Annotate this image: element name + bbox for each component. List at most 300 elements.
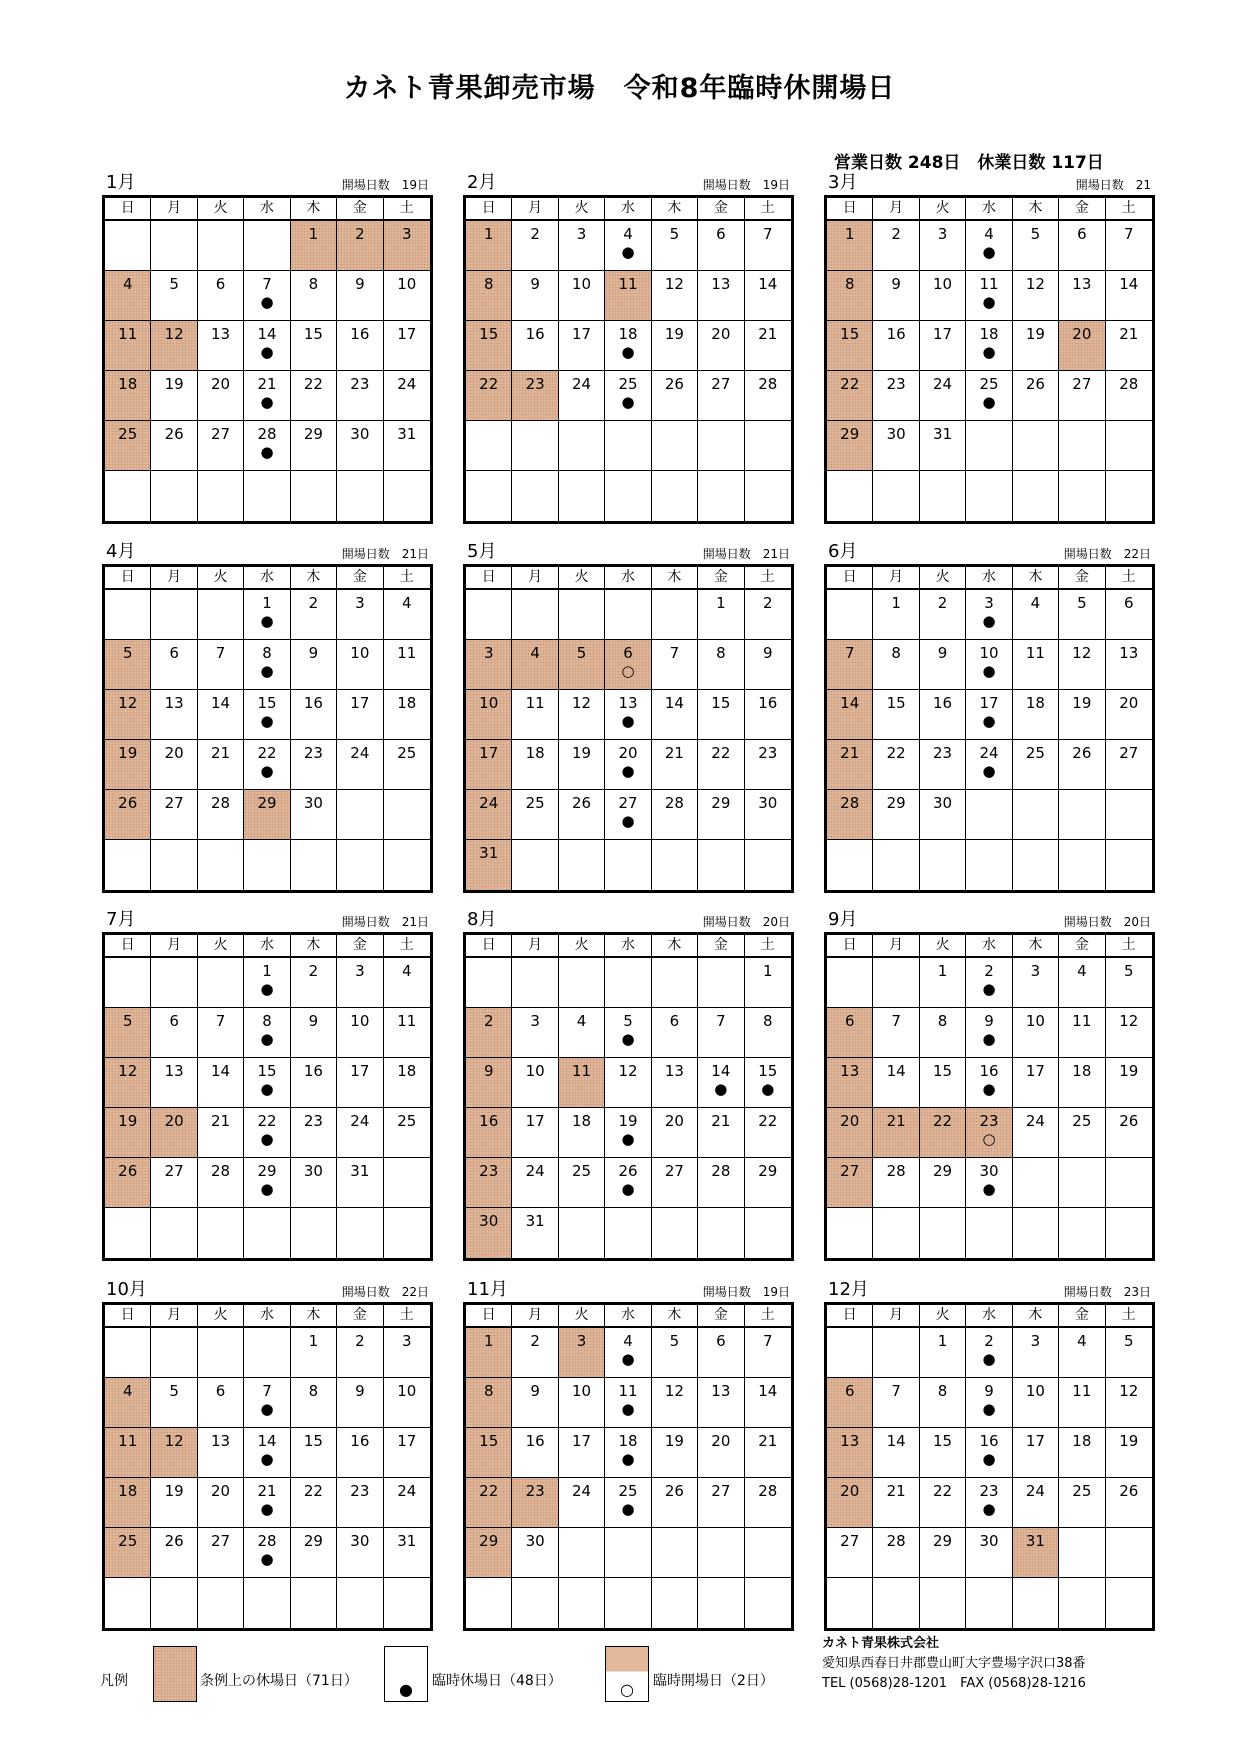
day-cell	[291, 1478, 337, 1528]
empty-day-cell	[827, 590, 873, 640]
empty-mark	[151, 1131, 196, 1149]
day-number: 17	[1025, 1062, 1045, 1080]
day-number: 24	[979, 744, 999, 762]
day-number: 18	[397, 1062, 417, 1080]
day-number: 3	[1030, 1332, 1041, 1350]
empty-day-cell	[198, 471, 244, 521]
day-number: 8	[937, 1382, 948, 1400]
day-number: 23	[350, 1482, 370, 1500]
weekday-header: 水	[244, 935, 290, 958]
empty-mark	[827, 1501, 872, 1519]
empty-mark	[745, 1401, 791, 1419]
day-cell	[652, 1478, 698, 1528]
day-number: 7	[262, 1382, 272, 1400]
empty-day-cell	[1106, 471, 1152, 521]
month-name: 6月	[828, 541, 858, 562]
opened-mark-icon: ○	[620, 1680, 634, 1699]
day-cell	[291, 740, 337, 790]
day-number: 30	[350, 1532, 370, 1550]
day-cell	[244, 1528, 290, 1578]
day-number: 4	[402, 594, 412, 612]
day-cell	[827, 421, 873, 471]
day-cell	[512, 790, 558, 840]
empty-day-cell	[244, 1578, 290, 1628]
day-cell	[512, 321, 558, 371]
weekday-header: 水	[605, 935, 651, 958]
day-number: 22	[303, 375, 323, 393]
empty-mark	[698, 394, 743, 412]
day-number: 12	[1072, 644, 1092, 662]
day-number: 27	[711, 1482, 731, 1500]
day-cell	[827, 1378, 873, 1428]
day-number: 20	[211, 375, 231, 393]
empty-mark	[1106, 244, 1152, 262]
day-cell	[1106, 640, 1152, 690]
month-header	[463, 541, 794, 564]
day-cell	[1106, 1328, 1152, 1378]
day-number: 19	[572, 744, 592, 762]
day-number: 27	[711, 375, 731, 393]
day-cell	[652, 371, 698, 421]
day-number: 17	[397, 325, 417, 343]
empty-day-cell	[512, 471, 558, 521]
weekday-header: 日	[466, 935, 512, 958]
empty-day-cell	[652, 471, 698, 521]
day-cell	[966, 640, 1012, 690]
weekday-header: 日	[466, 1305, 512, 1328]
empty-day-cell	[151, 1578, 197, 1628]
empty-mark	[466, 1231, 511, 1249]
day-cell	[827, 1158, 873, 1208]
closed-mark-icon: ●	[260, 712, 274, 730]
closed-mark-icon: ●	[621, 393, 635, 411]
day-cell	[512, 1058, 558, 1108]
month-calendar	[102, 541, 433, 893]
empty-mark	[512, 394, 557, 412]
day-number: 14	[886, 1432, 906, 1450]
empty-day-cell	[337, 840, 383, 890]
day-number: 21	[711, 1112, 731, 1130]
day-cell	[920, 371, 966, 421]
open-days-count: 開場日数 20日	[1063, 915, 1151, 929]
day-number: 10	[572, 1382, 592, 1400]
day-number: 13	[1119, 644, 1139, 662]
empty-mark	[291, 763, 336, 781]
legend-label: 凡例	[100, 1673, 128, 1689]
weekday-header: 木	[652, 935, 698, 958]
day-cell	[559, 271, 605, 321]
empty-day-cell	[605, 421, 651, 471]
day-number: 17	[572, 1432, 592, 1450]
day-cell	[652, 1428, 698, 1478]
day-number: 6	[844, 1012, 855, 1030]
closed-mark-icon: ●	[621, 1180, 635, 1198]
weekday-header: 日	[105, 567, 151, 590]
day-number: 17	[1025, 1432, 1045, 1450]
day-number: 19	[618, 1112, 638, 1130]
day-number: 17	[350, 694, 370, 712]
empty-mark	[873, 613, 918, 631]
closed-mark-icon: ●	[982, 1030, 996, 1048]
empty-mark	[827, 1081, 872, 1099]
weekday-header: 月	[512, 935, 558, 958]
day-cell	[105, 790, 151, 840]
day-cell	[244, 1108, 290, 1158]
empty-day-cell	[873, 1208, 919, 1258]
closed-mark-icon: ●	[982, 762, 996, 780]
day-number: 23	[303, 1112, 323, 1130]
day-cell	[291, 421, 337, 471]
day-cell	[151, 1478, 197, 1528]
day-number: 4	[623, 225, 633, 243]
empty-day-cell	[698, 1528, 744, 1578]
day-cell	[198, 271, 244, 321]
day-cell	[384, 1108, 430, 1158]
empty-mark	[291, 663, 336, 681]
day-number: 11	[525, 694, 545, 712]
month-grid	[824, 195, 1155, 524]
day-cell	[466, 1378, 512, 1428]
empty-mark	[827, 294, 872, 312]
day-cell	[920, 1478, 966, 1528]
month-grid	[463, 932, 794, 1261]
day-cell	[105, 321, 151, 371]
day-number: 30	[525, 1532, 545, 1550]
day-number: 5	[1030, 225, 1041, 243]
day-cell	[384, 1058, 430, 1108]
day-number: 30	[758, 794, 778, 812]
day-cell	[966, 321, 1012, 371]
day-number: 13	[840, 1432, 860, 1450]
month-header	[463, 909, 794, 932]
day-cell	[920, 221, 966, 271]
weekday-header: 火	[559, 567, 605, 590]
empty-day-cell	[1013, 471, 1059, 521]
day-cell	[337, 740, 383, 790]
weekday-header: 土	[384, 1305, 430, 1328]
day-number: 25	[397, 744, 417, 762]
day-number: 13	[211, 1432, 231, 1450]
day-number: 6	[169, 1012, 179, 1030]
day-cell	[605, 1478, 651, 1528]
day-cell	[652, 1008, 698, 1058]
empty-day-cell	[966, 1578, 1012, 1628]
empty-mark	[198, 813, 243, 831]
empty-mark	[559, 1181, 604, 1199]
day-cell	[827, 740, 873, 790]
day-cell	[244, 271, 290, 321]
day-cell	[151, 690, 197, 740]
day-number: 3	[355, 962, 365, 980]
weekday-header: 水	[244, 1305, 290, 1328]
day-cell	[151, 1158, 197, 1208]
day-cell	[105, 371, 151, 421]
month-header	[102, 172, 433, 195]
empty-day-cell	[384, 1208, 430, 1258]
empty-mark	[652, 1451, 697, 1469]
day-number: 12	[164, 325, 184, 343]
day-cell	[652, 690, 698, 740]
day-number: 10	[479, 694, 499, 712]
day-number: 18	[397, 694, 417, 712]
day-cell	[745, 690, 791, 740]
empty-mark	[151, 444, 196, 462]
empty-mark	[291, 1401, 336, 1419]
empty-day-cell	[559, 1578, 605, 1628]
empty-mark	[291, 813, 336, 831]
day-cell	[151, 421, 197, 471]
open-days-count: 開場日数 19日	[341, 178, 429, 192]
day-number: 7	[262, 275, 272, 293]
day-number: 15	[479, 325, 499, 343]
month-calendar	[463, 541, 794, 893]
day-cell	[1106, 1478, 1152, 1528]
day-cell	[337, 321, 383, 371]
day-number: 20	[711, 325, 731, 343]
weekday-header: 木	[291, 1305, 337, 1328]
empty-day-cell	[1013, 1158, 1059, 1208]
legend-holiday-text: 条例上の休場日（71日）	[200, 1673, 358, 1689]
empty-mark	[512, 713, 557, 731]
day-number: 13	[164, 1062, 184, 1080]
empty-day-cell	[966, 790, 1012, 840]
day-number: 28	[664, 794, 684, 812]
day-cell	[151, 1058, 197, 1108]
day-number: 11	[618, 275, 638, 293]
empty-mark	[291, 613, 336, 631]
day-cell	[244, 958, 290, 1008]
day-number: 10	[397, 275, 417, 293]
empty-mark	[1106, 294, 1152, 312]
day-cell	[652, 1108, 698, 1158]
day-cell	[466, 690, 512, 740]
day-cell	[1013, 1528, 1059, 1578]
empty-mark	[745, 663, 791, 681]
empty-mark	[827, 394, 872, 412]
empty-day-cell	[105, 1328, 151, 1378]
day-number: 16	[303, 1062, 323, 1080]
day-cell	[337, 421, 383, 471]
day-cell	[384, 1328, 430, 1378]
day-number: 31	[350, 1162, 370, 1180]
empty-day-cell	[559, 958, 605, 1008]
day-cell	[873, 1108, 919, 1158]
day-cell	[1106, 740, 1152, 790]
empty-mark	[1013, 613, 1058, 631]
month-header	[463, 172, 794, 195]
empty-mark	[291, 1351, 336, 1369]
empty-mark	[337, 1551, 382, 1569]
day-number: 12	[664, 1382, 684, 1400]
day-number: 4	[1077, 1332, 1087, 1350]
day-cell	[698, 1328, 744, 1378]
day-number: 25	[1072, 1482, 1092, 1500]
empty-day-cell	[337, 1208, 383, 1258]
empty-day-cell	[1106, 790, 1152, 840]
empty-day-cell	[559, 1528, 605, 1578]
day-number: 9	[984, 1012, 994, 1030]
closed-mark-icon: ●	[260, 343, 274, 361]
day-cell	[291, 1008, 337, 1058]
empty-mark	[827, 813, 872, 831]
month-calendar	[102, 1279, 433, 1631]
month-name: 4月	[106, 541, 136, 562]
day-cell	[745, 740, 791, 790]
weekday-header: 土	[745, 1305, 791, 1328]
empty-mark	[920, 613, 965, 631]
day-number: 21	[211, 744, 231, 762]
empty-mark	[512, 663, 557, 681]
empty-mark	[337, 344, 382, 362]
day-number: 26	[572, 794, 592, 812]
closed-mark-icon: ●	[761, 1080, 775, 1098]
day-cell	[698, 1058, 744, 1108]
day-number: 7	[1124, 225, 1134, 243]
day-cell	[1013, 221, 1059, 271]
day-number: 16	[979, 1062, 999, 1080]
day-number: 28	[886, 1532, 906, 1550]
day-cell	[337, 958, 383, 1008]
day-cell	[920, 1108, 966, 1158]
empty-mark	[873, 813, 918, 831]
empty-mark	[337, 294, 382, 312]
empty-day-cell	[559, 1208, 605, 1258]
day-cell	[198, 640, 244, 690]
day-number: 28	[211, 1162, 231, 1180]
empty-mark	[291, 294, 336, 312]
day-cell	[512, 740, 558, 790]
empty-mark	[105, 1401, 150, 1419]
empty-day-cell	[559, 421, 605, 471]
day-number: 9	[530, 275, 540, 293]
day-cell	[559, 1378, 605, 1428]
weekday-header: 月	[512, 1305, 558, 1328]
day-number: 25	[1025, 744, 1045, 762]
day-number: 14	[257, 325, 277, 343]
day-cell	[559, 1158, 605, 1208]
open-days-count: 開場日数 19日	[702, 1285, 790, 1299]
day-number: 18	[1072, 1432, 1092, 1450]
day-cell	[920, 690, 966, 740]
day-number: 13	[1072, 275, 1092, 293]
weekday-header: 土	[1106, 198, 1152, 221]
day-cell	[873, 371, 919, 421]
weekday-header: 日	[827, 198, 873, 221]
day-number: 27	[1072, 375, 1092, 393]
day-cell	[966, 1528, 1012, 1578]
month-header	[824, 1279, 1155, 1302]
empty-mark	[291, 1181, 336, 1199]
day-cell	[337, 1428, 383, 1478]
day-number: 6	[623, 644, 633, 662]
day-number: 18	[118, 1482, 138, 1500]
day-cell	[198, 1108, 244, 1158]
day-cell	[466, 790, 512, 840]
empty-mark	[652, 294, 697, 312]
closed-mark-icon: ●	[982, 980, 996, 998]
day-cell	[512, 271, 558, 321]
day-cell	[337, 590, 383, 640]
empty-mark	[920, 444, 965, 462]
empty-mark	[151, 294, 196, 312]
day-number: 2	[984, 1332, 994, 1350]
empty-mark	[698, 1501, 743, 1519]
day-number: 14	[211, 1062, 231, 1080]
day-cell	[1013, 271, 1059, 321]
empty-mark	[151, 1551, 196, 1569]
empty-mark	[1059, 713, 1104, 731]
weekday-header: 月	[873, 198, 919, 221]
empty-mark	[1106, 1401, 1152, 1419]
day-number: 23	[479, 1162, 499, 1180]
empty-mark	[652, 663, 697, 681]
empty-day-cell	[920, 471, 966, 521]
empty-mark	[512, 344, 557, 362]
day-number: 28	[211, 794, 231, 812]
weekday-header: 木	[291, 567, 337, 590]
empty-mark	[652, 1081, 697, 1099]
empty-day-cell	[1013, 421, 1059, 471]
day-cell	[151, 321, 197, 371]
day-cell	[151, 1108, 197, 1158]
empty-mark	[151, 763, 196, 781]
day-number: 19	[118, 1112, 138, 1130]
empty-mark	[384, 1401, 430, 1419]
weekday-header: 木	[1013, 1305, 1059, 1328]
empty-mark	[198, 1081, 243, 1099]
legend-closed-text: 臨時休場日（48日）	[432, 1673, 562, 1689]
day-number: 1	[483, 225, 494, 243]
day-number: 15	[886, 694, 906, 712]
month-calendar	[463, 909, 794, 1261]
weekday-header: 月	[873, 935, 919, 958]
weekday-header: 日	[466, 198, 512, 221]
day-cell	[827, 1428, 873, 1478]
weekday-header: 火	[559, 935, 605, 958]
day-cell	[1106, 1428, 1152, 1478]
empty-mark	[1013, 1451, 1058, 1469]
day-number: 31	[397, 1532, 417, 1550]
day-cell	[652, 321, 698, 371]
day-number: 27	[164, 794, 184, 812]
day-number: 26	[664, 1482, 684, 1500]
empty-mark	[1059, 1131, 1104, 1149]
company-address: 愛知県西春日井郡豊山町大字豊場字沢口38番	[822, 1656, 1086, 1671]
day-cell	[291, 371, 337, 421]
day-cell	[1013, 640, 1059, 690]
empty-day-cell	[384, 1158, 430, 1208]
empty-day-cell	[1059, 1208, 1105, 1258]
day-cell	[1013, 590, 1059, 640]
day-number: 24	[572, 1482, 592, 1500]
day-number: 7	[215, 644, 226, 662]
day-number: 8	[483, 1382, 494, 1400]
day-cell	[512, 1108, 558, 1158]
empty-mark	[827, 663, 872, 681]
empty-day-cell	[827, 1578, 873, 1628]
empty-mark	[745, 1031, 791, 1049]
day-cell	[1059, 271, 1105, 321]
empty-mark	[827, 1551, 872, 1569]
empty-day-cell	[466, 958, 512, 1008]
opened-mark-icon: ○	[982, 1130, 996, 1148]
day-number: 19	[664, 1432, 684, 1450]
empty-mark	[1013, 713, 1058, 731]
day-number: 12	[118, 1062, 138, 1080]
day-cell	[105, 421, 151, 471]
day-cell	[698, 1428, 744, 1478]
day-cell	[244, 371, 290, 421]
